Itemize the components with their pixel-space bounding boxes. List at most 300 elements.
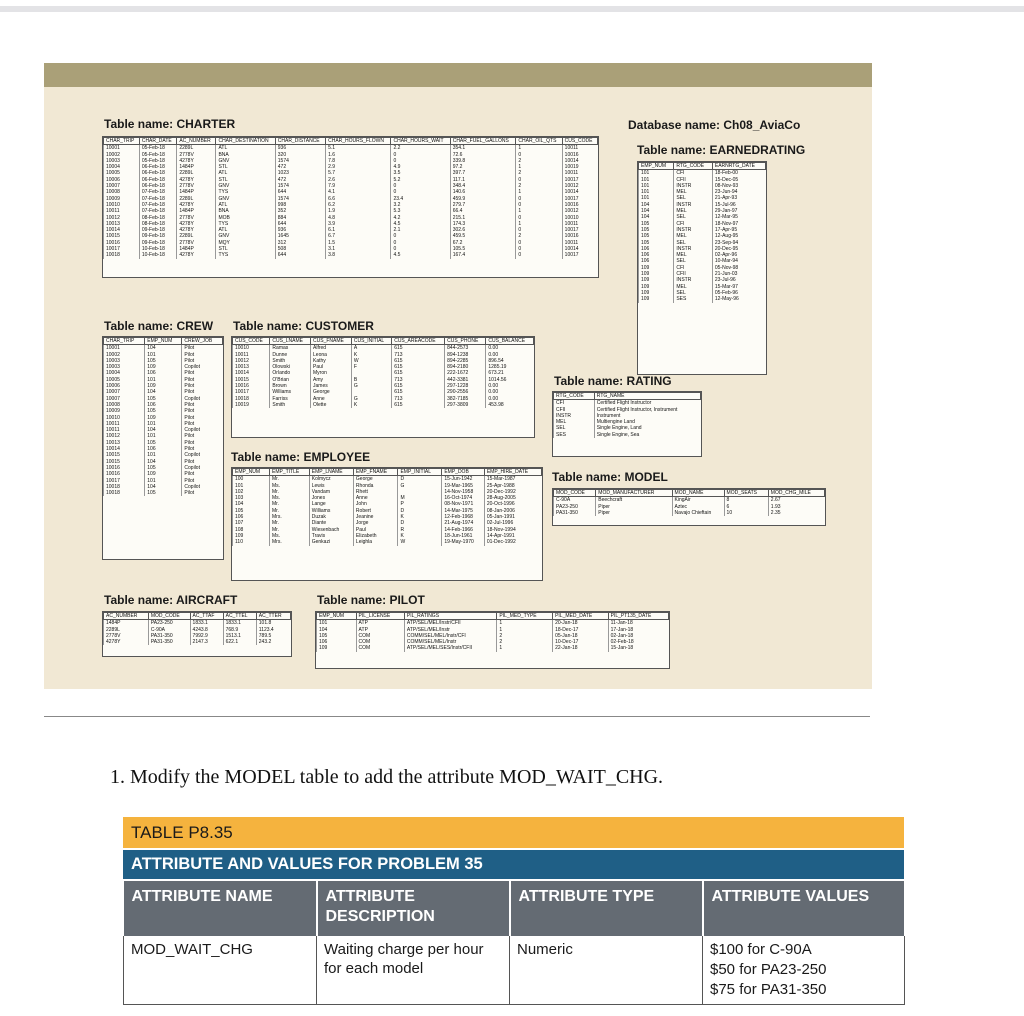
- crew-cell: 105: [145, 490, 182, 496]
- employee-column-header: EMP_TITLE: [270, 469, 310, 476]
- charter-cell: 10004: [104, 164, 140, 170]
- crew-cell: 109: [145, 383, 182, 389]
- employee-cell: Mr.: [270, 508, 310, 514]
- employee-cell: Wiesenbach: [309, 527, 353, 533]
- charter-cell: STL: [216, 246, 275, 252]
- employee-cell: 110: [233, 539, 270, 545]
- charter-cell: 10005: [104, 170, 140, 176]
- charter-cell: 1.5: [326, 240, 391, 246]
- table-row: [233, 402, 534, 408]
- customer-title: Table name: CUSTOMER: [233, 319, 374, 333]
- rating-cell: INSTR: [554, 413, 595, 419]
- charter-cell: 140.6: [450, 189, 516, 195]
- figure-header-band: [44, 63, 872, 87]
- charter-cell: 4278Y: [177, 177, 216, 183]
- table-row: [233, 539, 542, 545]
- employee-cell: 102: [233, 489, 270, 495]
- aircraft-column-header: AC_TTEL: [223, 613, 256, 620]
- charter-cell: 0: [516, 177, 562, 183]
- charter-cell: GNV: [216, 183, 275, 189]
- customer-column-header: CUS_INITIAL: [351, 338, 391, 345]
- earnedrating-cell: INSTR: [674, 246, 713, 252]
- charter-cell: 10003: [104, 158, 140, 164]
- customer-cell: 0.00: [486, 396, 534, 402]
- employee-cell: D: [398, 508, 442, 514]
- employee-cell: Vandam: [309, 489, 353, 495]
- customer-cell: W: [351, 358, 391, 364]
- charter-cell: 2778V: [177, 215, 216, 221]
- aircraft-cell: 243.2: [256, 639, 290, 645]
- table-row: [554, 400, 701, 407]
- charter-cell: 884: [275, 215, 325, 221]
- earnedrating-cell: 18-Feb-00: [712, 170, 765, 177]
- earnedrating-cell: 23-Sep-94: [712, 240, 765, 246]
- crew-cell: Pilot: [182, 383, 223, 389]
- charter-cell: 302.6: [450, 227, 516, 233]
- employee-cell: 18-Jun-1961: [442, 533, 485, 539]
- employee-column-header: EMP_NUM: [233, 469, 270, 476]
- charter-cell: 472: [275, 164, 325, 170]
- charter-cell: 2289L: [177, 170, 216, 176]
- pilot-grid: [316, 612, 669, 652]
- earnedrating-cell: 101: [639, 189, 674, 195]
- cell-attribute-type: Numeric: [510, 936, 703, 1005]
- charter-cell: 0: [516, 240, 562, 246]
- charter-cell: 2.1: [391, 227, 450, 233]
- model-cell: Beechcraft: [596, 497, 672, 504]
- pilot-cell: ATP/SEL/MEL/SES/Instr/CFII: [404, 645, 497, 651]
- pilot-column-header: PIL_RATINGS: [404, 613, 497, 620]
- earnedrating-cell: 101: [639, 195, 674, 201]
- table-row: [554, 432, 701, 438]
- employee-cell: 01-Dec-1992: [484, 539, 541, 545]
- earnedrating-cell: 15-Jul-96: [712, 202, 765, 208]
- customer-cell: 713: [392, 377, 445, 383]
- crew-cell: 10016: [104, 465, 145, 471]
- customer-cell: 10013: [233, 364, 270, 370]
- crew-cell: 105: [145, 465, 182, 471]
- charter-cell: 117.1: [450, 177, 516, 183]
- employee-cell: K: [398, 514, 442, 520]
- earnedrating-cell: INSTR: [674, 183, 713, 189]
- crew-column-header: CREW_JOB: [182, 338, 223, 345]
- crew-cell: Pilot: [182, 370, 223, 376]
- table-row: [104, 252, 598, 258]
- charter-cell: 1: [516, 145, 562, 152]
- earnedrating-cell: 15-Dec-05: [712, 177, 765, 183]
- crew-cell: 105: [145, 358, 182, 364]
- charter-cell: 07-Feb-18: [139, 196, 177, 202]
- charter-cell: 4278Y: [177, 252, 216, 258]
- customer-table: [231, 336, 535, 438]
- customer-cell: 894-1238: [445, 352, 486, 358]
- charter-cell: 0: [391, 246, 450, 252]
- crew-cell: 101: [145, 433, 182, 439]
- charter-cell: 10010: [104, 202, 140, 208]
- customer-column-header: CUS_AREACODE: [392, 338, 445, 345]
- rating-cell: CFI: [554, 400, 595, 407]
- charter-cell: 397.7: [450, 170, 516, 176]
- earnedrating-cell: CFII: [674, 177, 713, 183]
- charter-column-header: CHAR_DESTINATION: [216, 138, 275, 145]
- earnedrating-cell: 12-May-96: [712, 296, 765, 302]
- charter-cell: ATL: [216, 202, 275, 208]
- earnedrating-cell: 105: [639, 240, 674, 246]
- crew-cell: Pilot: [182, 446, 223, 452]
- rating-table: [552, 391, 702, 457]
- charter-cell: 4.5: [391, 252, 450, 258]
- crew-cell: 105: [145, 396, 182, 402]
- customer-cell: 297-3809: [445, 402, 486, 408]
- employee-cell: Ms.: [270, 495, 310, 501]
- customer-cell: 10016: [233, 383, 270, 389]
- earnedrating-cell: SEL: [674, 240, 713, 246]
- rating-title: Table name: RATING: [554, 374, 672, 388]
- table-row: [317, 645, 669, 651]
- earnedrating-column-header: EMP_NUM: [639, 163, 674, 170]
- charter-cell: 2289L: [177, 233, 216, 239]
- crew-cell: 101: [145, 478, 182, 484]
- charter-cell: 2.2: [391, 145, 450, 152]
- model-cell: Aztec: [672, 504, 724, 510]
- pilot-cell: COMM/SEL/MEL/Instr: [404, 639, 497, 645]
- charter-cell: 2.6: [326, 177, 391, 183]
- crew-cell: Pilot: [182, 345, 223, 352]
- employee-cell: 100: [233, 476, 270, 483]
- crew-cell: Copilot: [182, 427, 223, 433]
- customer-column-header: CUS_BALANCE: [486, 338, 534, 345]
- customer-cell: 10018: [233, 396, 270, 402]
- employee-cell: P: [398, 501, 442, 507]
- charter-cell: 2778V: [177, 240, 216, 246]
- crew-cell: 106: [145, 402, 182, 408]
- charter-cell: MQY: [216, 240, 275, 246]
- pilot-cell: 2: [497, 633, 553, 639]
- table-row: [104, 145, 598, 152]
- customer-cell: F: [351, 364, 391, 370]
- crew-cell: 104: [145, 484, 182, 490]
- earnedrating-table: [637, 161, 767, 375]
- charter-cell: 936: [275, 145, 325, 152]
- aircraft-cell: 2147.3: [190, 639, 223, 645]
- employee-table: [231, 467, 543, 581]
- charter-cell: 05-Feb-18: [139, 152, 177, 158]
- pilot-cell: 02-Feb-18: [608, 639, 668, 645]
- customer-cell: Olette: [311, 402, 352, 408]
- charter-cell: 10015: [104, 233, 140, 239]
- charter-cell: TYS: [216, 252, 275, 258]
- table-row: [104, 620, 291, 627]
- aircraft-cell: PA31-350: [148, 639, 190, 645]
- earnedrating-cell: INSTR: [674, 202, 713, 208]
- charter-cell: ATL: [216, 227, 275, 233]
- crew-cell: Copilot: [182, 465, 223, 471]
- customer-cell: 10015: [233, 377, 270, 383]
- charter-cell: 0: [516, 252, 562, 258]
- charter-cell: 1484P: [177, 189, 216, 195]
- charter-cell: 2: [516, 233, 562, 239]
- p835-table: [123, 879, 906, 1005]
- charter-cell: 10012: [104, 215, 140, 221]
- charter-cell: 10011: [562, 170, 597, 176]
- model-cell: 2.67: [768, 497, 824, 504]
- customer-cell: 10014: [233, 370, 270, 376]
- employee-cell: 08-Jan-2006: [484, 508, 541, 514]
- p835-subcaption: ATTRIBUTE AND VALUES FOR PROBLEM 35: [123, 850, 904, 879]
- model-table: [552, 488, 826, 526]
- earnedrating-cell: 101: [639, 177, 674, 183]
- charter-cell: 1.9: [326, 208, 391, 214]
- charter-cell: 4278Y: [177, 221, 216, 227]
- header-attribute-type: ATTRIBUTE TYPE: [510, 880, 703, 936]
- charter-cell: 174.3: [450, 221, 516, 227]
- customer-cell: 0.00: [486, 389, 534, 395]
- customer-cell: 290-2556: [445, 389, 486, 395]
- earnedrating-cell: SEL: [674, 258, 713, 264]
- charter-cell: 10-Feb-18: [139, 252, 177, 258]
- earnedrating-cell: 104: [639, 208, 674, 214]
- charter-cell: ATL: [216, 170, 275, 176]
- employee-cell: 109: [233, 533, 270, 539]
- employee-cell: 20-Dec-1992: [484, 489, 541, 495]
- charter-cell: 10002: [104, 152, 140, 158]
- earnedrating-cell: MEL: [674, 208, 713, 214]
- pilot-cell: 18-Dec-17: [553, 627, 609, 633]
- employee-cell: 103: [233, 495, 270, 501]
- earnedrating-cell: 104: [639, 202, 674, 208]
- value-pa23: $50 for PA23-250: [710, 961, 827, 978]
- customer-cell: Ramas: [270, 345, 311, 352]
- charter-cell: TYS: [216, 221, 275, 227]
- customer-cell: 0.00: [486, 383, 534, 389]
- employee-cell: 25-Apr-1988: [484, 483, 541, 489]
- charter-cell: 6.1: [326, 227, 391, 233]
- charter-cell: 10017: [104, 246, 140, 252]
- crew-cell: 10015: [104, 452, 145, 458]
- charter-cell: 10014: [562, 189, 597, 195]
- charter-column-header: CHAR_HOURS_FLOWN: [326, 138, 391, 145]
- crew-cell: 104: [145, 389, 182, 395]
- crew-cell: Pilot: [182, 352, 223, 358]
- crew-cell: 10008: [104, 402, 145, 408]
- charter-cell: 0: [516, 246, 562, 252]
- model-column-header: MOD_SEATS: [724, 490, 768, 497]
- pilot-cell: 20-Jan-18: [553, 620, 609, 627]
- charter-cell: 1484P: [177, 164, 216, 170]
- crew-cell: 10009: [104, 408, 145, 414]
- employee-cell: Lange: [309, 501, 353, 507]
- employee-cell: 18-Nov-1994: [484, 527, 541, 533]
- pilot-cell: 104: [317, 627, 357, 633]
- crew-cell: 101: [145, 352, 182, 358]
- charter-cell: 10009: [104, 196, 140, 202]
- table-row: [104, 490, 223, 496]
- crew-cell: 10007: [104, 396, 145, 402]
- charter-cell: 312: [275, 240, 325, 246]
- earnedrating-cell: 15-Mar-97: [712, 284, 765, 290]
- employee-cell: 14-Nov-1958: [442, 489, 485, 495]
- employee-cell: Ms.: [270, 533, 310, 539]
- earnedrating-cell: 12-Mar-95: [712, 214, 765, 220]
- charter-column-header: AC_NUMBER: [177, 138, 216, 145]
- aircraft-cell: 101.8: [256, 620, 290, 627]
- employee-cell: Duzak: [309, 514, 353, 520]
- earnedrating-cell: INSTR: [674, 227, 713, 233]
- crew-cell: Copilot: [182, 484, 223, 490]
- charter-cell: 2: [516, 183, 562, 189]
- charter-cell: 508: [275, 246, 325, 252]
- customer-column-header: CUS_FNAME: [311, 338, 352, 345]
- customer-cell: Brown: [270, 383, 311, 389]
- model-cell: 6: [724, 504, 768, 510]
- rating-cell: Certified Flight Instructor, Instrument: [594, 407, 700, 413]
- charter-cell: 09-Feb-18: [139, 227, 177, 233]
- charter-cell: 3.5: [391, 170, 450, 176]
- table-row: [233, 476, 542, 483]
- charter-column-header: CHAR_HOURS_WAIT: [391, 138, 450, 145]
- table-row: [639, 170, 766, 177]
- model-column-header: MOD_MANUFACTURER: [596, 490, 672, 497]
- charter-cell: 10017: [562, 227, 597, 233]
- customer-cell: Amy: [311, 377, 352, 383]
- employee-cell: Ms.: [270, 483, 310, 489]
- customer-column-header: CUS_CODE: [233, 338, 270, 345]
- aircraft-cell: 7992.9: [190, 633, 223, 639]
- database-name: Database name: Ch08_AviaCo: [628, 118, 801, 132]
- crew-cell: Pilot: [182, 471, 223, 477]
- employee-cell: 21-Aug-1974: [442, 520, 485, 526]
- charter-cell: STL: [216, 177, 275, 183]
- aircraft-cell: 4278Y: [104, 639, 149, 645]
- charter-cell: 644: [275, 221, 325, 227]
- earnedrating-cell: 109: [639, 290, 674, 296]
- rating-cell: MEL: [554, 419, 595, 425]
- employee-cell: Elizabeth: [353, 533, 398, 539]
- customer-cell: 1014.56: [486, 377, 534, 383]
- pilot-table: [315, 611, 670, 669]
- model-column-header: MOD_CHG_MILE: [768, 490, 824, 497]
- earnedrating-cell: 12-Aug-95: [712, 233, 765, 239]
- employee-cell: 14-Feb-1966: [442, 527, 485, 533]
- charter-cell: 07-Feb-18: [139, 202, 177, 208]
- charter-cell: 5.3: [391, 208, 450, 214]
- employee-cell: Rhonda: [353, 483, 398, 489]
- earnedrating-cell: CFI: [674, 221, 713, 227]
- customer-cell: Leona: [311, 352, 352, 358]
- charter-cell: 10016: [562, 233, 597, 239]
- aircraft-grid: [103, 612, 291, 645]
- crew-cell: Pilot: [182, 377, 223, 383]
- earnedrating-cell: 29-Jan-97: [712, 208, 765, 214]
- customer-cell: O'Brian: [270, 377, 311, 383]
- employee-cell: 105: [233, 508, 270, 514]
- charter-cell: 1023: [275, 170, 325, 176]
- employee-cell: Mr.: [270, 520, 310, 526]
- customer-cell: James: [311, 383, 352, 389]
- p835-caption: TABLE P8.35: [123, 817, 904, 848]
- charter-cell: 10011: [562, 221, 597, 227]
- earnedrating-column-header: RTG_CODE: [674, 163, 713, 170]
- customer-cell: Olowski: [270, 364, 311, 370]
- pilot-cell: 11-Jan-18: [608, 620, 668, 627]
- charter-cell: 10013: [104, 221, 140, 227]
- charter-cell: 1: [516, 208, 562, 214]
- employee-cell: 05-Jan-1991: [484, 514, 541, 520]
- employee-cell: Rhett: [353, 489, 398, 495]
- charter-cell: 3.8: [326, 252, 391, 258]
- value-pa31: $75 for PA31-350: [710, 981, 827, 998]
- customer-cell: 10011: [233, 352, 270, 358]
- charter-cell: 1.6: [326, 152, 391, 158]
- customer-cell: Myron: [311, 370, 352, 376]
- charter-cell: 97.2: [450, 164, 516, 170]
- charter-cell: 10018: [104, 252, 140, 258]
- charter-cell: 10007: [104, 183, 140, 189]
- charter-cell: 472: [275, 177, 325, 183]
- customer-cell: Farriss: [270, 396, 311, 402]
- rating-grid: [553, 392, 701, 438]
- crew-cell: Copilot: [182, 452, 223, 458]
- charter-cell: 4.8: [326, 215, 391, 221]
- employee-cell: R: [398, 527, 442, 533]
- aircraft-cell: 1833.1: [190, 620, 223, 627]
- earnedrating-cell: CFII: [674, 271, 713, 277]
- aircraft-column-header: MOD_CODE: [148, 613, 190, 620]
- customer-cell: 894-2180: [445, 364, 486, 370]
- customer-cell: G: [351, 396, 391, 402]
- crew-column-header: CHAR_TRIP: [104, 338, 145, 345]
- pilot-cell: 05-Jan-18: [553, 633, 609, 639]
- crew-cell: 10001: [104, 345, 145, 352]
- employee-cell: 101: [233, 483, 270, 489]
- charter-cell: 10006: [104, 177, 140, 183]
- earnedrating-cell: 02-Apr-96: [712, 252, 765, 258]
- charter-cell: 3.1: [326, 246, 391, 252]
- model-cell: C-90A: [554, 497, 596, 504]
- aircraft-cell: 622.1: [223, 639, 256, 645]
- pilot-cell: 109: [317, 645, 357, 651]
- customer-cell: Smith: [270, 358, 311, 364]
- employee-cell: Travis: [309, 533, 353, 539]
- employee-cell: Mrs.: [270, 514, 310, 520]
- model-cell: Piper: [596, 504, 672, 510]
- rating-cell: CFII: [554, 407, 595, 413]
- customer-cell: 1285.19: [486, 364, 534, 370]
- crew-cell: Pilot: [182, 421, 223, 427]
- aircraft-table: [102, 611, 292, 657]
- charter-cell: 10016: [104, 240, 140, 246]
- employee-cell: Mr.: [270, 489, 310, 495]
- model-cell: 10: [724, 510, 768, 516]
- customer-cell: 673.21: [486, 370, 534, 376]
- crew-cell: Pilot: [182, 433, 223, 439]
- pilot-cell: ATP/SEL/MEL/Instr: [404, 627, 497, 633]
- charter-cell: 1484P: [177, 246, 216, 252]
- earnedrating-cell: 109: [639, 265, 674, 271]
- earnedrating-cell: MEL: [674, 252, 713, 258]
- employee-cell: Williams: [309, 508, 353, 514]
- charter-cell: 06-Feb-18: [139, 177, 177, 183]
- charter-cell: 354.1: [450, 145, 516, 152]
- crew-cell: Pilot: [182, 490, 223, 496]
- employee-column-header: EMP_INITIAL: [398, 469, 442, 476]
- charter-cell: GNV: [216, 196, 275, 202]
- customer-cell: Smith: [270, 402, 311, 408]
- customer-cell: 382-7185: [445, 396, 486, 402]
- charter-cell: 1645: [275, 233, 325, 239]
- crew-cell: 10010: [104, 415, 145, 421]
- earnedrating-cell: INSTR: [674, 277, 713, 283]
